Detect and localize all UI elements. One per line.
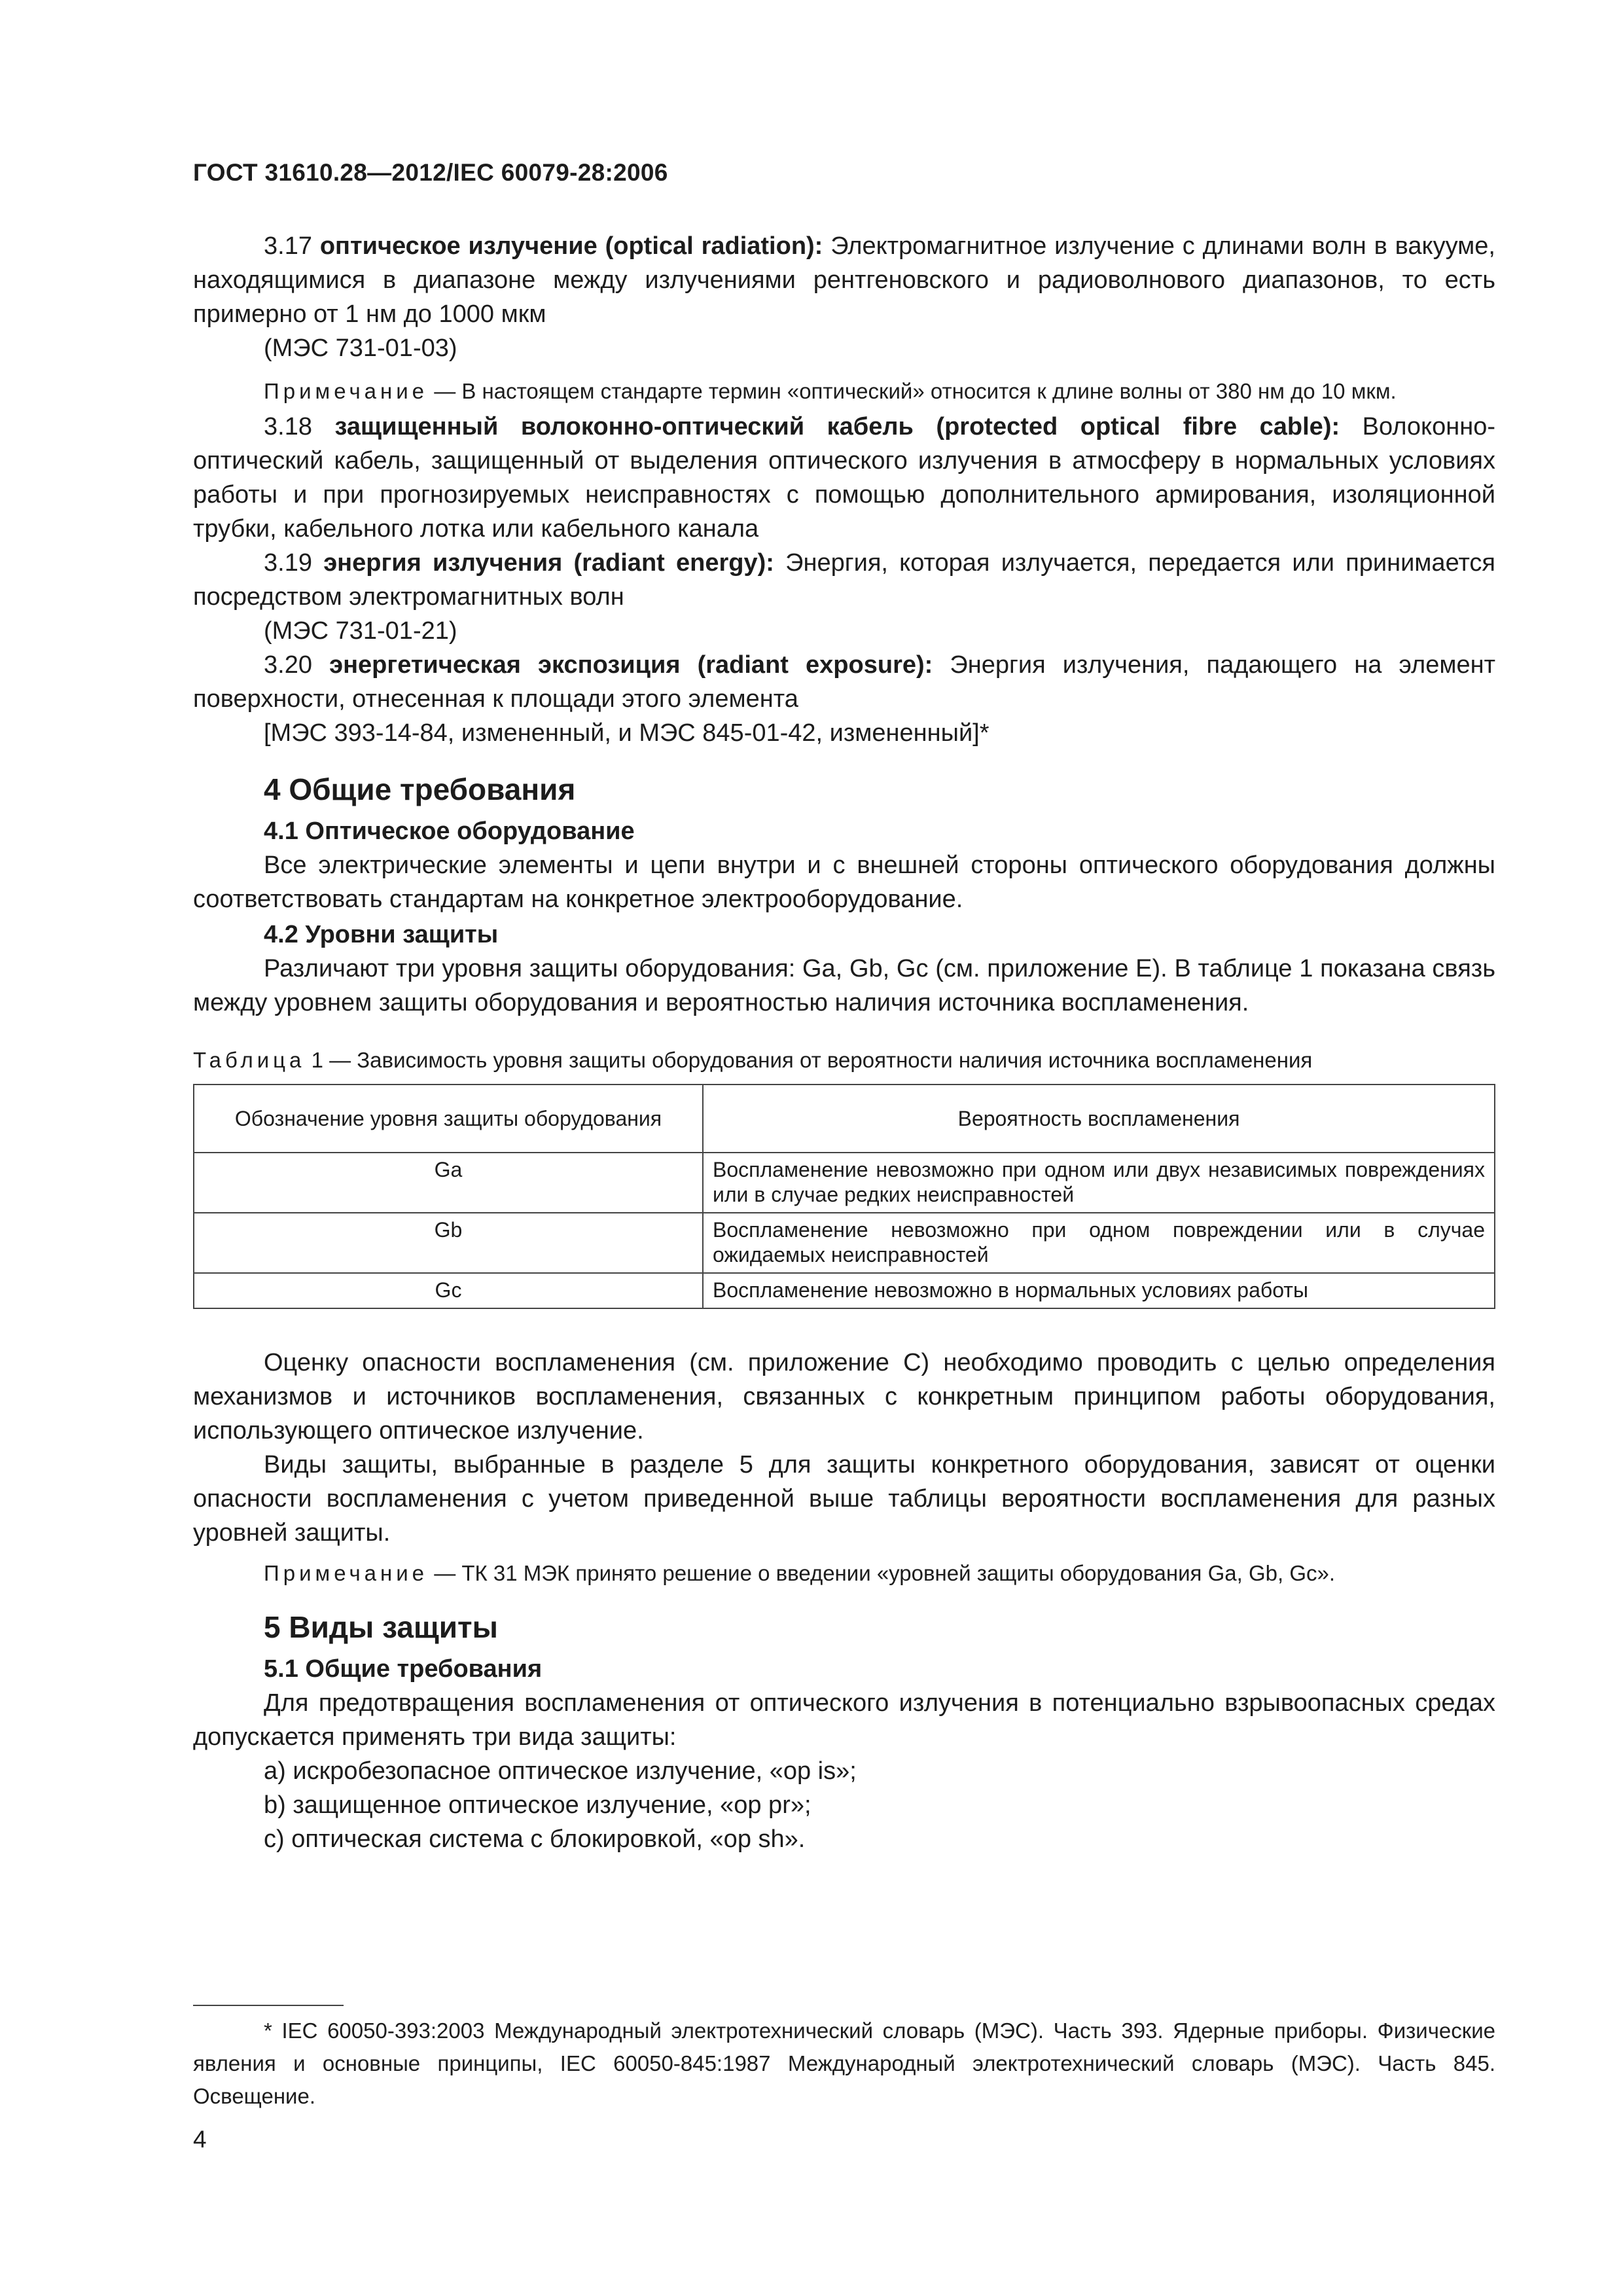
table-caption-label: Таблица	[193, 1048, 306, 1072]
note-1	[193, 377, 1495, 406]
table-caption	[193, 1046, 1495, 1075]
subsection-5-1-heading: 5.1 Общие требования	[264, 1655, 543, 1683]
term-title: энергетическая экспозиция (radiant exposure):	[329, 651, 933, 679]
term-reference: (МЭС 731-01-03)	[264, 334, 457, 362]
list-item: c) оптическая система с блокировкой, «op sh».	[264, 1825, 806, 1853]
table-caption-text: 1 — Зависимость уровня защиты оборудования от вероятности наличия источника воспламенения	[311, 1048, 1313, 1072]
term-reference: (МЭС 731-01-21)	[264, 617, 457, 645]
subsection-4-1-text: Все электрические элементы и цепи внутри и с внешней стороны оптического оборудования должны соответствовать стандартам на конкретное электрооборудование.	[193, 852, 1495, 913]
term-definition: Электромагнитное излучение с длинами волн в вакууме, находящимися в диапазоне между излучениями рентгеновского и радиоволнового диапазонов, то есть примерно от 1 нм до 1000 мкм	[193, 232, 1495, 328]
paragraph-ignition-assessment: Оценку опасности воспламенения (см. приложение C) необходимо проводить с целью определения механизмов и источников воспламенения, связанных с конкретным принципом работы оборудования, использующего оптическое излучение.	[193, 1349, 1495, 1444]
footnote: * IEC 60050-393:2003 Международный электротехнический словарь (МЭС). Часть 393. Ядерные приборы. Физические явления и основные принципы, IEC 60050-845:1987 Международный электротехнический словарь (МЭС). Часть 845. Освещение.	[193, 2018, 1495, 2108]
term-definition: Энергия, которая излучается, передается или принимается посредством электромагнитных волн	[193, 549, 1495, 611]
term-definition: Энергия излучения, падающего на элемент поверхности, отнесенная к площади этого элемента	[193, 651, 1495, 713]
table-header-level: Обозначение уровня защиты оборудования	[194, 1085, 703, 1153]
term-number: 3.20	[264, 651, 312, 679]
table-row	[194, 1153, 1495, 1213]
table-cell-probability: Воспламенение невозможно в нормальных условиях работы	[703, 1273, 1495, 1308]
table-header-probability: Вероятность воспламенения	[703, 1085, 1495, 1153]
term-3-20	[193, 648, 1495, 716]
subsection-4-2-heading: 4.2 Уровни защиты	[264, 921, 499, 948]
note-text: — ТК 31 МЭК принято решение о введении «уровней защиты оборудования Ga, Gb, Gc».	[434, 1561, 1336, 1585]
table-header-row	[194, 1085, 1495, 1153]
term-title: оптическое излучение (optical radiation):	[319, 232, 823, 260]
table-cell-probability: Воспламенение невозможно при одном или двух независимых повреждениях или в случае редких неисправностей	[703, 1153, 1495, 1213]
table-cell-level: Ga	[194, 1153, 703, 1213]
term-3-19	[193, 546, 1495, 614]
protection-level-table	[193, 1084, 1495, 1309]
page-body	[193, 229, 1495, 1856]
list-item: b) защищенное оптическое излучение, «op pr»;	[264, 1791, 812, 1819]
note-2	[193, 1559, 1495, 1588]
subsection-4-2-text: Различают три уровня защиты оборудования: Ga, Gb, Gc (см. приложение E). В таблице 1 показана связь между уровнем защиты оборудования и вероятностью наличия источника воспламенения.	[193, 955, 1495, 1016]
page-number: 4	[193, 2126, 207, 2153]
footnote-divider	[193, 2005, 344, 2006]
section-5-heading: 5 Виды защиты	[264, 1610, 498, 1644]
page-header: ГОСТ 31610.28—2012/IEC 60079-28:2006	[193, 159, 668, 186]
term-definition: Волоконно-оптический кабель, защищенный от выделения оптического излучения в атмосферу в нормальных условиях работы и при прогнозируемых неисправностях с помощью дополнительного армирования, изоляционной трубки, кабельного лотка или кабельного канала	[193, 413, 1495, 543]
paragraph-protection-types: Виды защиты, выбранные в разделе 5 для защиты конкретного оборудования, зависят от оценки опасности воспламенения с учетом приведенной выше таблицы вероятности воспламенения для разных уровней защиты.	[193, 1451, 1495, 1547]
term-number: 3.19	[264, 549, 312, 577]
note-text: — В настоящем стандарте термин «оптический» относится к длине волны от 380 нм до 10 мкм.	[434, 379, 1397, 403]
table-cell-level: Gb	[194, 1213, 703, 1273]
note-label: Примечание	[264, 379, 429, 403]
term-title: защищенный волоконно-оптический кабель (protected optical fibre cable):	[334, 413, 1340, 440]
note-label: Примечание	[264, 1561, 429, 1585]
section-4-heading: 4 Общие требования	[264, 772, 576, 806]
term-number: 3.18	[264, 413, 312, 440]
term-title: энергия излучения (radiant energy):	[323, 549, 774, 577]
list-item: a) искробезопасное оптическое излучение, «op is»;	[264, 1757, 857, 1785]
table-row	[194, 1213, 1495, 1273]
table-row	[194, 1273, 1495, 1308]
term-3-18	[193, 410, 1495, 546]
term-number: 3.17	[264, 232, 312, 260]
term-3-17	[193, 229, 1495, 331]
term-reference: [МЭС 393-14-84, измененный, и МЭС 845-01-42, измененный]*	[264, 719, 990, 747]
table-cell-probability: Воспламенение невозможно при одном повреждении или в случае ожидаемых неисправностей	[703, 1213, 1495, 1273]
subsection-4-1-heading: 4.1 Оптическое оборудование	[264, 817, 635, 845]
subsection-5-1-text: Для предотвращения воспламенения от оптического излучения в потенциально взрывоопасных средах допускается применять три вида защиты:	[193, 1689, 1495, 1751]
table-cell-level: Gc	[194, 1273, 703, 1308]
